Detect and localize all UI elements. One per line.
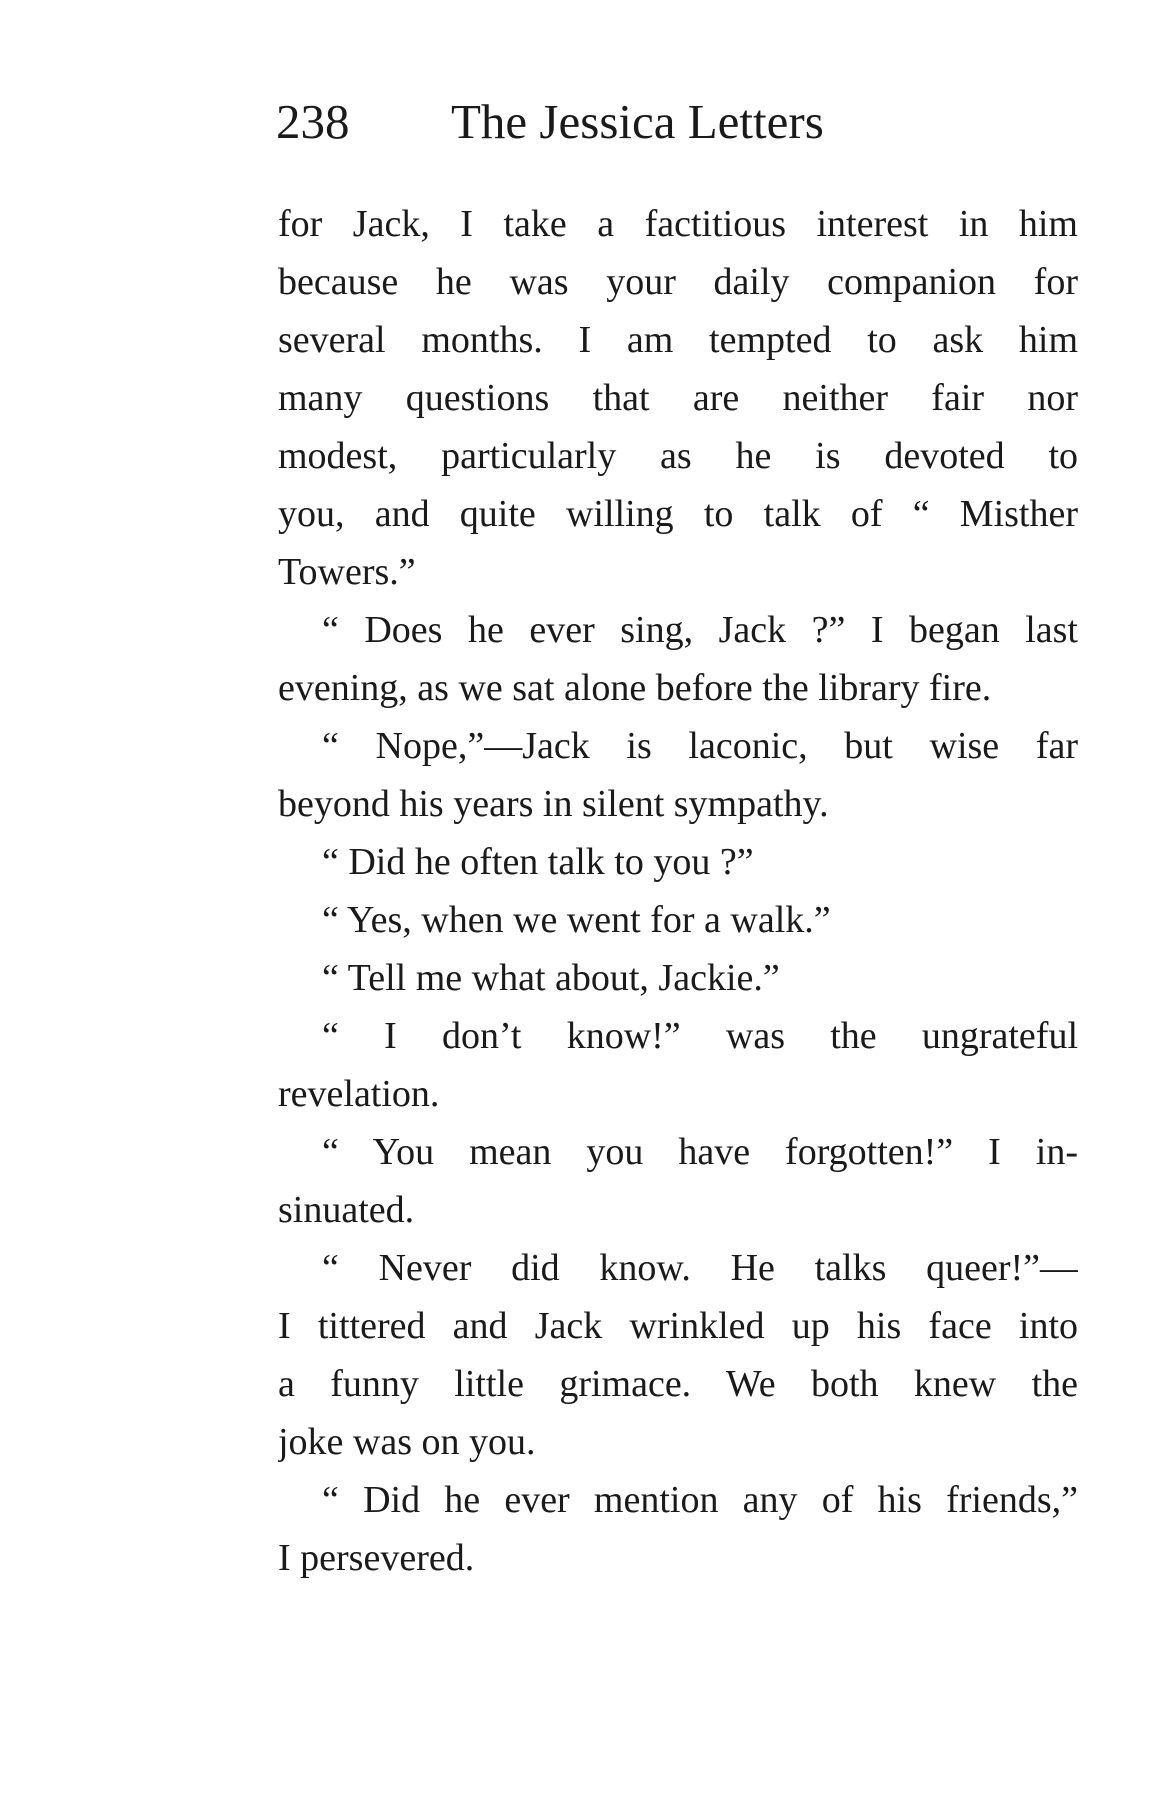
text-line: joke was on you.	[278, 1421, 536, 1463]
page-number: 238	[276, 94, 350, 149]
text-line: I persevered.	[278, 1537, 475, 1579]
text-line: several months. I am tempted to ask him	[278, 319, 1078, 361]
text-line: a funny little grimace. We both knew the	[278, 1363, 1078, 1405]
text-line: many questions that are neither fair nor	[278, 377, 1078, 419]
text-line: “ Did he ever mention any of his friends,”	[322, 1479, 1078, 1521]
text-line: “ You mean you have forgotten!” I in-	[322, 1131, 1078, 1173]
body-text	[278, 195, 1078, 1587]
text-line: revelation.	[278, 1073, 440, 1115]
text-line: beyond his years in silent sympathy.	[278, 783, 829, 825]
text-line: “ Yes, when we went for a walk.”	[322, 899, 831, 941]
text-line: “ I don’t know!” was the ungrateful	[322, 1015, 1078, 1057]
text-line: “ Nope,”—Jack is laconic, but wise far	[322, 725, 1078, 767]
text-line: “ Tell me what about, Jackie.”	[322, 957, 780, 999]
text-line: I tittered and Jack wrinkled up his face into	[278, 1305, 1078, 1347]
text-line: because he was your daily companion for	[278, 261, 1078, 303]
text-line: for Jack, I take a factitious interest in him	[278, 203, 1078, 245]
text-line: sinuated.	[278, 1189, 415, 1231]
text-line: evening, as we sat alone before the library fire.	[278, 667, 992, 709]
running-head	[276, 92, 1076, 152]
running-title: The Jessica Letters	[451, 94, 824, 149]
text-line: “ Never did know. He talks queer!”—	[322, 1247, 1078, 1289]
text-line: Towers.”	[278, 551, 416, 593]
text-line: modest, particularly as he is devoted to	[278, 435, 1078, 477]
text-line: you, and quite willing to talk of “ Misther	[278, 493, 1078, 535]
text-line: “ Did he often talk to you ?”	[322, 841, 754, 883]
text-line: “ Does he ever sing, Jack ?” I began last	[322, 609, 1078, 651]
